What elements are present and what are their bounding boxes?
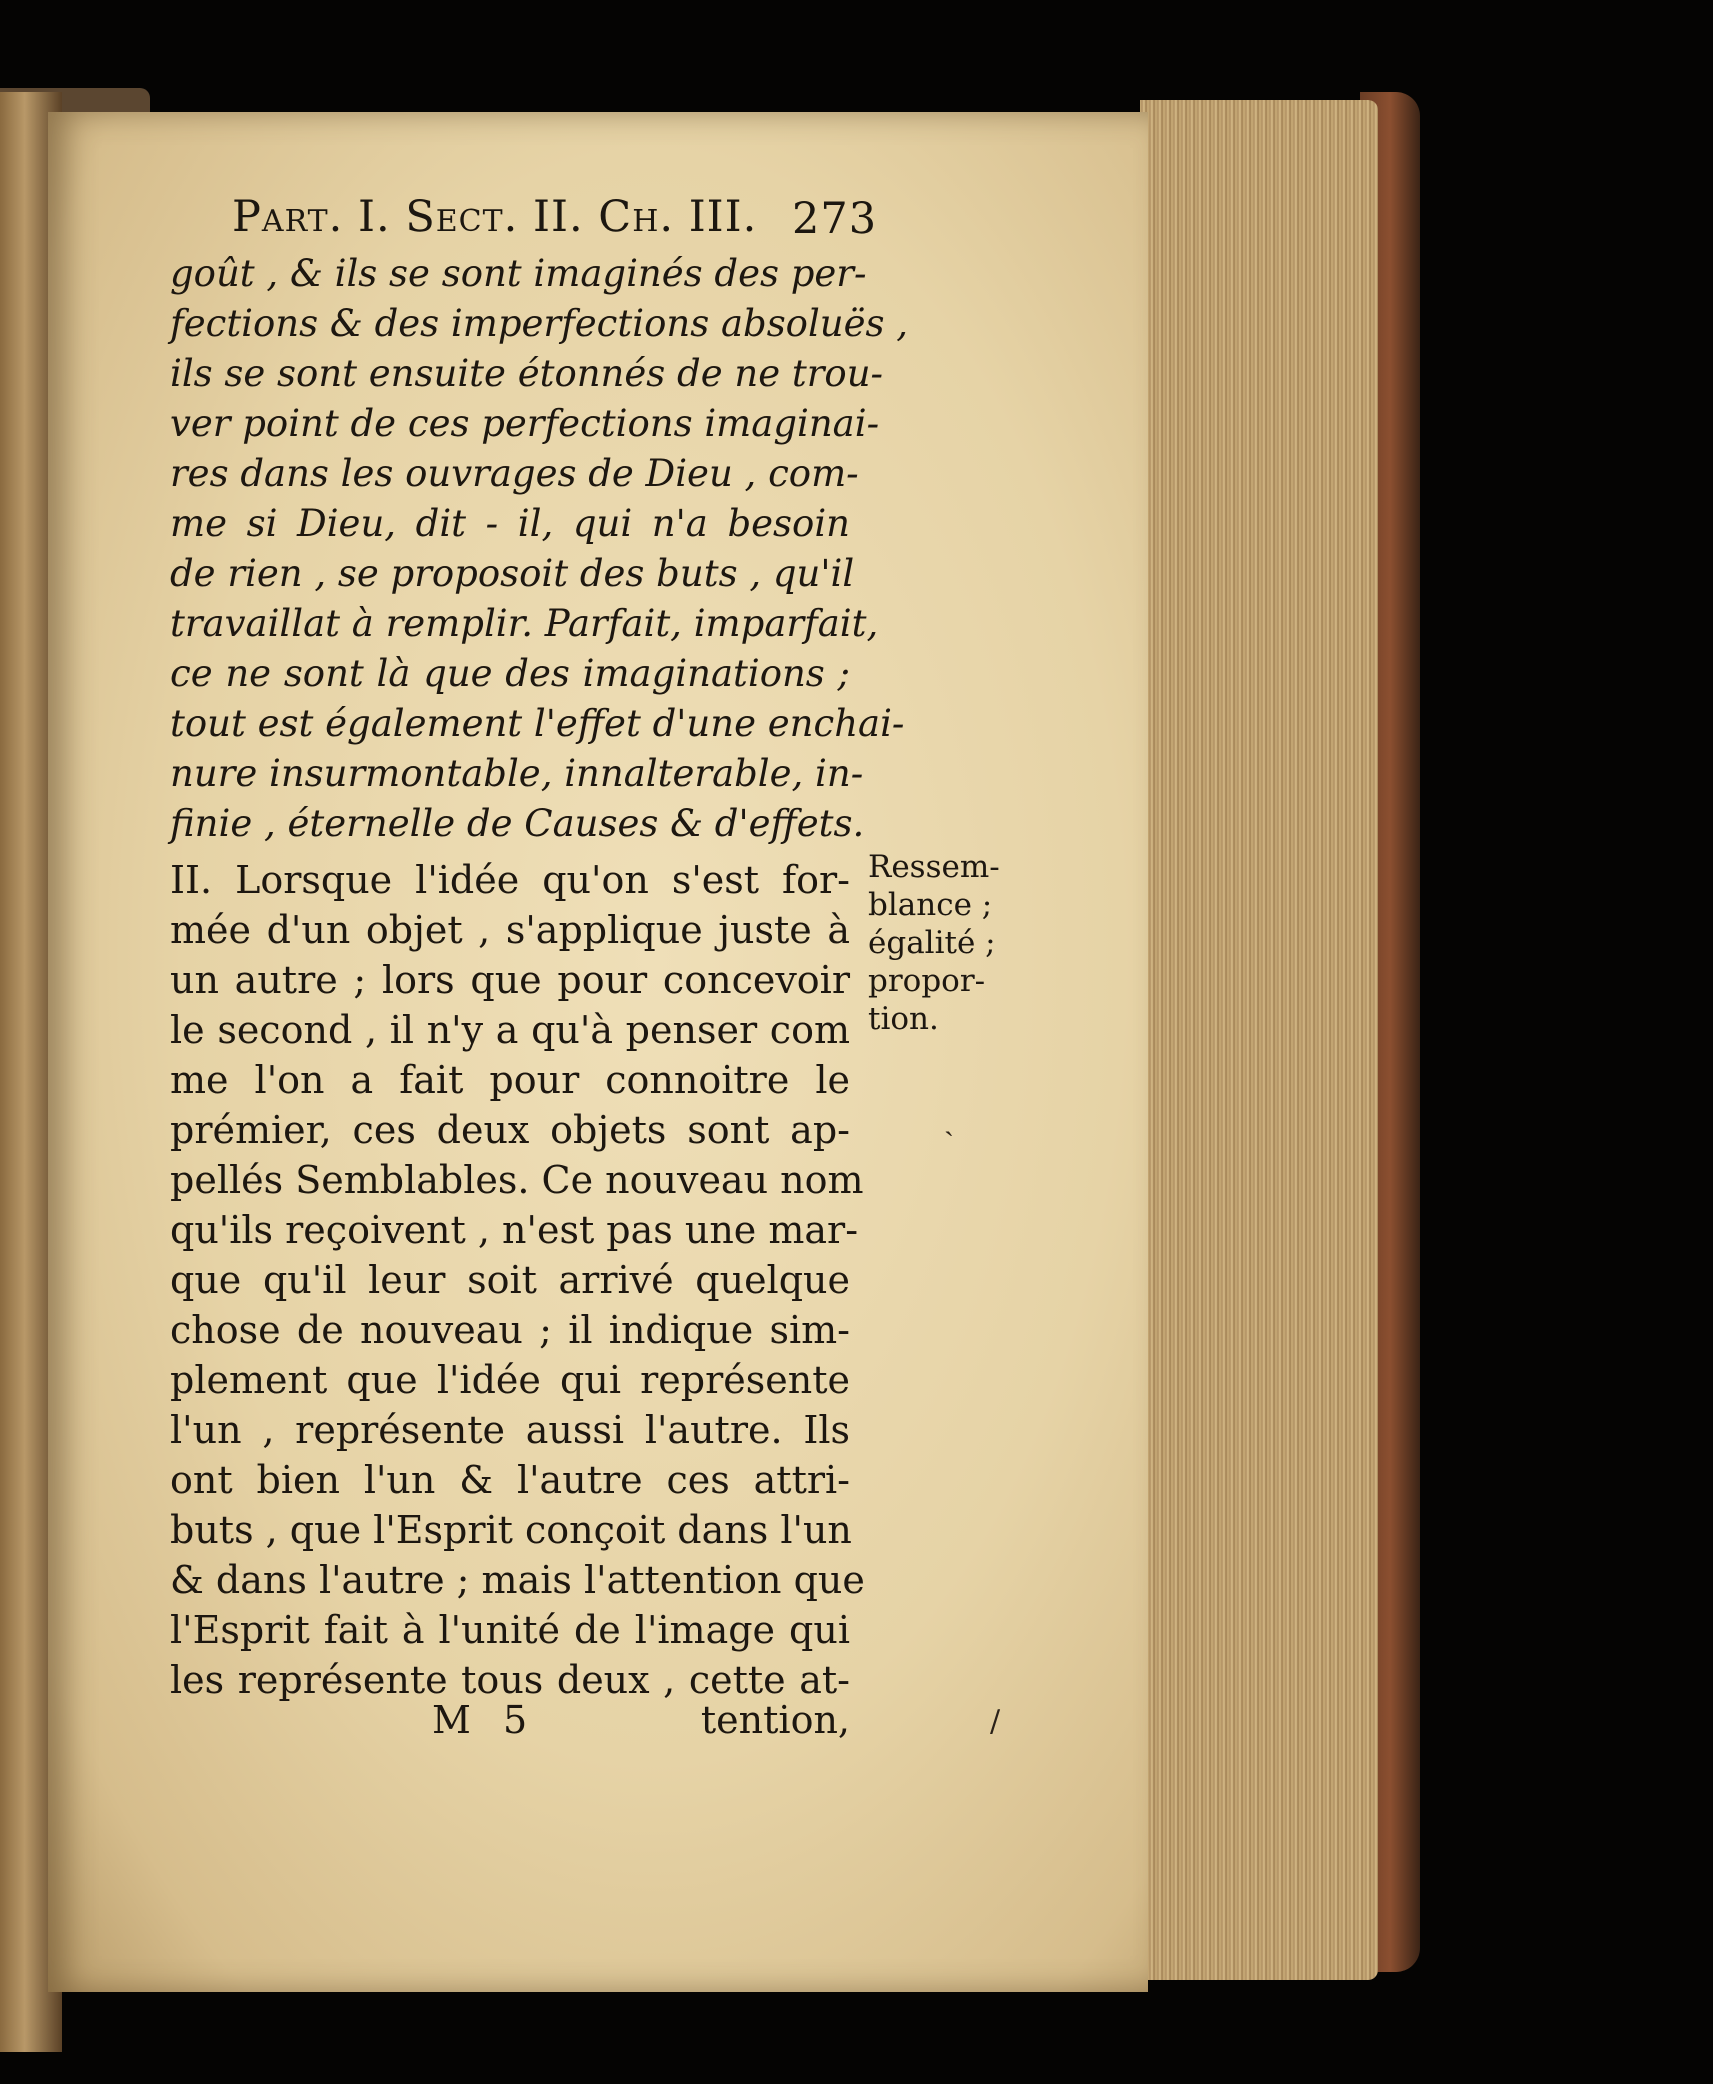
text-line: l'Esprit fait à l'unité de l'image qui [170,1608,850,1652]
text-line: & dans l'autre ; mais l'attention que [170,1558,865,1602]
text-line: mée d'un objet , s'applique juste à [170,908,850,952]
page-header [232,192,892,242]
text-line: le second , il n'y a qu'à penser com [170,1008,850,1052]
margin-note-line: tion. [868,1001,939,1037]
signature-mark: M 5 [432,1698,538,1742]
marginal-note [868,848,1028,1038]
text-line: buts , que l'Esprit conçoit dans l'un [170,1508,852,1552]
text-line: les représente tous deux , cette at- [170,1658,850,1702]
text-line: finie , éternelle de Causes & d'effets. [170,802,865,845]
text-line: l'un , représente aussi l'autre. Ils [170,1408,850,1452]
text-line: II. Lorsque l'idée qu'on s'est for- [170,858,850,902]
text-line: travaillat à remplir. Parfait, imparfait, [170,602,879,645]
text-line: tout est également l'effet d'une enchai- [170,702,905,745]
text-line: de rien , se proposoit des buts , qu'il [170,552,855,595]
text-line: un autre ; lors que pour concevoir [170,958,850,1002]
text-line: plement que l'idée qui représente [170,1358,850,1402]
text-line: que qu'il leur soit arrivé quelque [170,1258,850,1302]
text-line: ont bien l'un & l'autre ces attri- [170,1458,850,1502]
text-line: qu'ils reçoivent , n'est pas une mar- [170,1208,859,1252]
text-line: ce ne sont là que des imaginations ; [170,652,850,695]
page-number: 273 [792,194,878,244]
ink-mark: / [990,1704,1001,1739]
margin-note-line: propor- [868,963,986,999]
page-edges [1140,100,1378,1980]
text-line: nure insurmontable, innalterable, in- [170,752,864,795]
text-line: me l'on a fait pour connoitre le [170,1058,850,1102]
catchword: tention, [700,1698,850,1742]
margin-note-line: égalité ; [868,925,996,961]
page-footer [170,1698,850,1748]
text-line: res dans les ouvrages de Dieu , com- [170,452,859,495]
text-line: goût , & ils se sont imaginés des per- [170,252,867,295]
text-line: ils se sont ensuite étonnés de ne trou- [170,352,884,395]
text-line: ver point de ces perfections imaginai- [170,402,880,445]
text-line: pellés Semblables. Ce nouveau nom [170,1158,864,1202]
text-line: chose de nouveau ; il indique sim- [170,1308,850,1352]
margin-note-line: Ressem- [868,849,1000,885]
margin-note-line: blance ; [868,887,993,923]
text-line: fections & des imperfections absoluës , [170,302,909,345]
text-line: me si Dieu, dit - il, qui n'a besoin [170,502,850,545]
running-head: Part. I. Sect. II. Ch. III. [232,192,758,242]
text-line: prémier, ces deux objets sont ap- [170,1108,850,1152]
ink-mark: ˴ [944,1112,954,1147]
